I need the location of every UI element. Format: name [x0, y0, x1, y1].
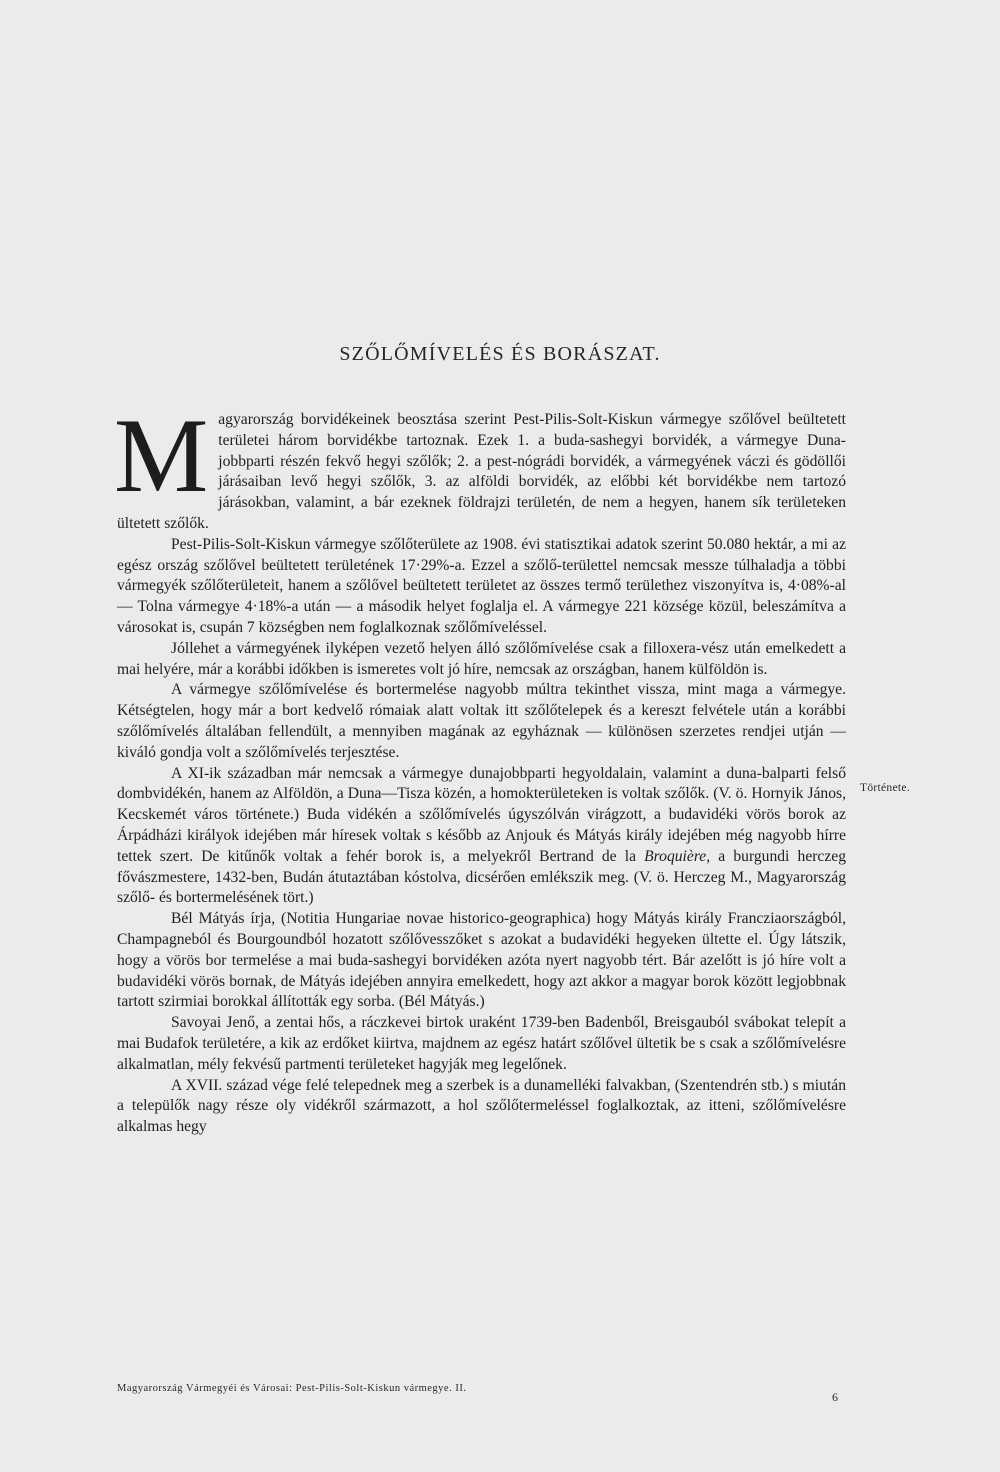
paragraph-3: Jóllehet a vármegyének ilyképen vezető helyen álló szőlőmívelése csak a filloxera-vész után emelkedett a mai helyére, már a korábbi időkben is ismeretes volt jó híre, nemcsak az országban, hanem külföldön is.	[117, 639, 846, 678]
paragraph-5-text-b: , a burgundi herczeg fővászmestere, 1432-ben, Budán átutaztában kóstolva, dicsérően emlékszik meg. (V. ö. Herczeg M., Magyarország szőlő- és bortermelésének tört.)	[117, 847, 846, 907]
paragraph-4: A vármegye szőlőmívelése és bortermelése nagyobb múltra tekinthet vissza, mint maga a vármegye. Kétségtelen, hogy már a bort kedvelő rómaiak alatt voltak itt szőlőtelepek és a kereszt felvétele után a korábbi szőlőmívelés általában fellendült, a mennyiben magának az egyháznak — különösen szerzetes rendjei utján — kiváló gondja volt a szőlőmívelés terjesztése.	[117, 681, 846, 761]
paragraph-7: Savoyai Jenő, a zentai hős, a ráczkevei birtok uraként 1739-ben Badenből, Breisgauból svábokat telepít a mai Budafok területére, a kik az erdőket kiirtva, majdnem az egész határt szőlővel ültetik be s csak a szőlőmívelésre alkalmatlan, mély fekvésű partmenti területeket hagyják meg legelőnek.	[117, 1014, 846, 1073]
page-number: 6	[832, 1390, 838, 1404]
paragraph-8: A XVII. század vége felé telepednek meg a szerbek is a dunamelléki falvakban, (Szentendrén stb.) s miután a települők nagy része oly vidékről származott, a hol szőlőtermeléssel foglalkoztak, az itteni, szőlőmívelésre alkalmas hegy	[117, 1076, 846, 1136]
paragraph-6: Bél Mátyás írja, (Notitia Hungariae novae historico-geographica) hogy Mátyás király Francziaországból, Champagneból és Bourgoundból hozatott szőlővesszőket s azokat a budavidéki hegyeken ültette el. Úgy látszik, hogy a vörös bor termelése a mai buda-sashegyi borvidéken azóta nyert nagyobb tért. Bár azelőtt is jó híre volt a budavidéki vörös bornak, de Mátyás idejében annyira emelkedett, hogy azt akkor a magyar borok között legjobbnak tartott szirmiai borokkal állították egy sorba. (Bél Mátyás.)	[117, 910, 846, 1011]
paragraph-5-text-a: A XI-ik században már nemcsak a vármegye dunajobbparti hegyoldalain, valamint a duna-balparti felső dombvidékén, hanem az Alföldön, a Duna—Tisza közén, a homokterületeken is voltak szőlők. (V. ö. Hornyik János, Kecskemét város története.) Buda vidékén a szőlőmívelés úgyszólván virágzott, a budavidéki vörös borok az Árpádházi királyok idejében már híresek voltak s később az Anjouk és Mátyás király idejében még nagyobb hírre tettek szert. De kitűnők voltak a fehér borok is, a melyekről Bertrand de la	[117, 764, 846, 865]
paragraph-1-text: agyarország borvidékeinek beosztása szerint Pest-Pilis-Solt-Kiskun vármegye szőlővel beültetett területei három borvidékbe tartoznak. Ezek 1. a buda-sashegyi borvidék, a vármegye Duna-jobbparti részén fekvő hegyi szőlők; 2. a pest-nógrádi borvidék, a vármegyének váczi és gödöllői járásaiban levő hegyi szőlők, 3. az alföldi borvidék, az előbbi két borvidékbe nem tartozó járásokban, valamint, a bár ezeknek földrajzi területén, de nem a hegyen, hanem sík területeken ültetett szőlők.	[117, 411, 846, 532]
drop-cap: M	[114, 397, 209, 514]
chapter-title: SZŐLŐMÍVELÉS ÉS BORÁSZAT.	[339, 343, 661, 365]
body-text	[114, 397, 846, 1138]
paragraph-2: Pest-Pilis-Solt-Kiskun vármegye szőlőterülete az 1908. évi statisztikai adatok szerint 50.080 hektár, a mi az egész ország szőlővel beültetett területének 17·29%-a. Ezzel a szőlő-területtel nemcsak messze túlhaladja a többi vármegyék szőlőterületeit, hanem a szőlővel beültetett területet az összes termő területhez viszonyítva is, 4·08%-al — Tolna vármegye 4·18%-a után — a második helyet foglalja el. A vármegye 221 községe közül, beleszámítva a városokat is, csupán 7 községben nem foglalkoznak szőlőmíveléssel.	[117, 535, 846, 636]
paragraph-5	[117, 764, 846, 910]
paragraph-1	[114, 397, 846, 535]
paragraph-5-italic-name: Broquière	[644, 847, 707, 865]
footer-signature-line: Magyarország Vármegyéi és Városai: Pest-Pilis-Solt-Kiskun vármegye. II.	[117, 1383, 467, 1394]
marginal-note: Története.	[860, 782, 910, 794]
